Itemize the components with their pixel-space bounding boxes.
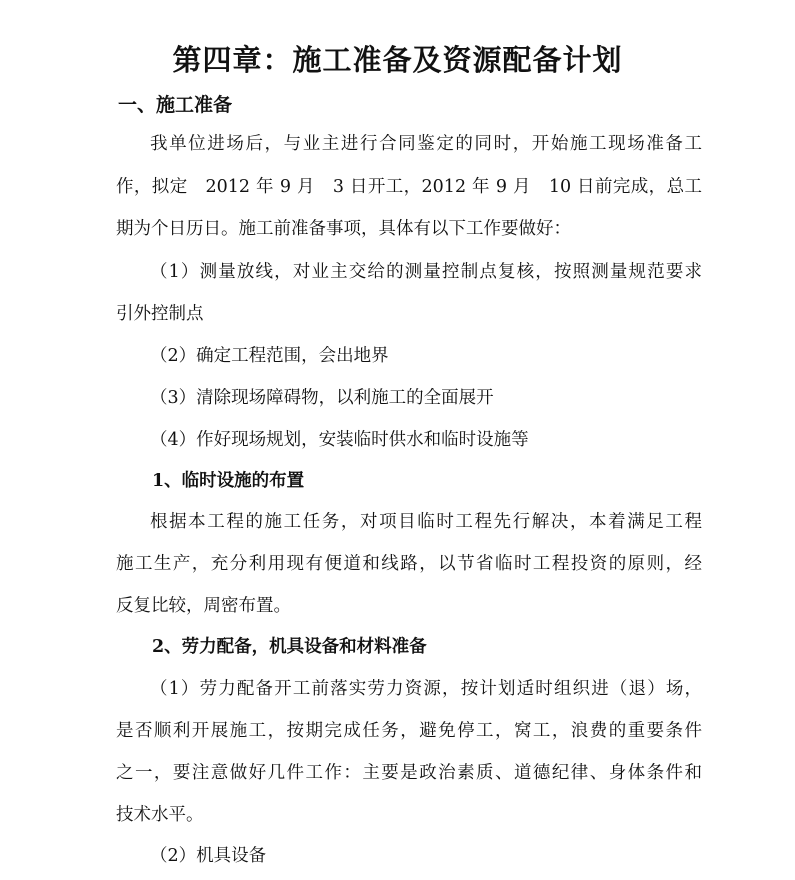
list-item: （2）确定工程范围，会出地界 (150, 346, 389, 366)
list-item: （2）机具设备 (150, 846, 267, 866)
paragraph-line: 根据本工程的施工任务，对项目临时工程先行解决，本着满足工程 (150, 512, 702, 532)
list-item: （4）作好现场规划，安装临时供水和临时设施等 (150, 430, 529, 450)
paragraph-line: 之一，要注意做好几件工作：主要是政治素质、道德纪律、身体条件和 (116, 763, 702, 783)
subsection-heading-temporary-facilities: 1、临时设施的布置 (152, 471, 305, 491)
paragraph-line: 施工生产，充分利用现有便道和线路，以节省临时工程投资的原则，经 (116, 554, 702, 574)
list-item: （1）测量放线，对业主交给的测量控制点复核，按照测量规范要求 (150, 262, 702, 282)
paragraph-line: 我单位进场后，与业主进行合同鉴定的同时，开始施工现场准备工 (150, 134, 702, 154)
paragraph-line: 作，拟定 2012 年 9 月 3 日开工，2012 年 9 月 10 日前完成，总工 (116, 177, 702, 197)
paragraph-line: 是否顺利开展施工，按期完成任务，避免停工，窝工，浪费的重要条件 (116, 721, 702, 741)
chapter-title: 第四章：施工准备及资源配备计划 (172, 43, 623, 77)
paragraph-line: （1）劳力配备开工前落实劳力资源，按计划适时组织进（退）场， (150, 679, 702, 699)
paragraph-line: 反复比较，周密布置。 (116, 596, 291, 616)
paragraph-line: 期为个日历日。施工前准备事项，具体有以下工作要做好： (116, 219, 571, 239)
list-item: （3）清除现场障碍物，以利施工的全面展开 (150, 388, 494, 408)
subsection-heading-labor-equipment: 2、劳力配备，机具设备和材料准备 (152, 637, 427, 657)
list-item: 引外控制点 (116, 304, 204, 324)
paragraph-line: 技术水平。 (116, 805, 204, 825)
section-heading-construction-preparation: 一、施工准备 (118, 94, 233, 116)
